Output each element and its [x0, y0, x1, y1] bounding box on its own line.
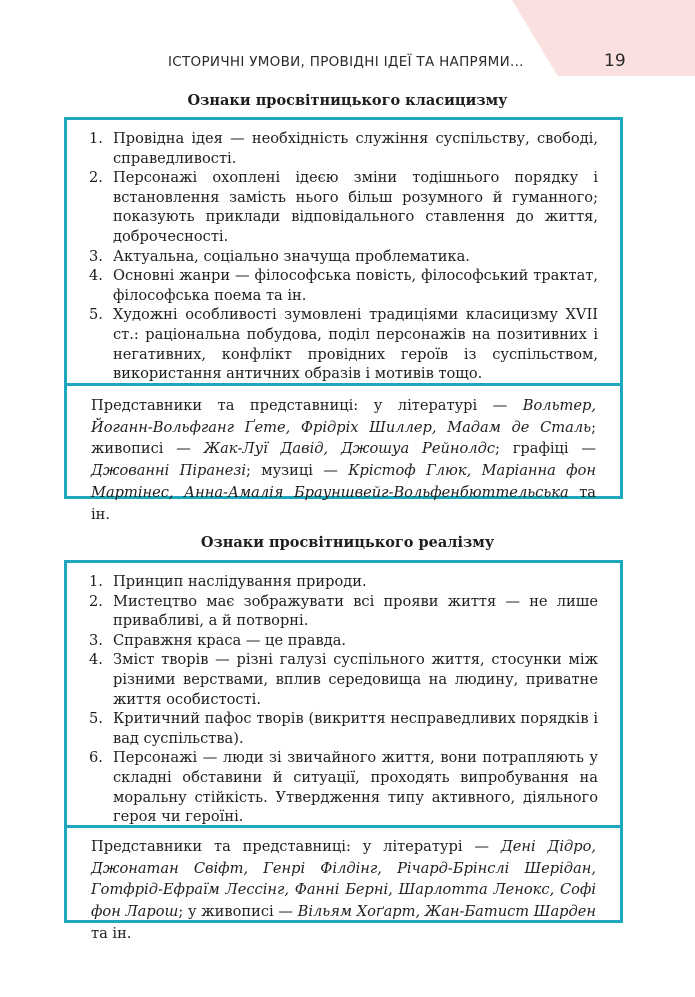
- page-number: 19: [604, 51, 626, 71]
- realism-features-box: [64, 560, 623, 828]
- classicism-title: Ознаки просвітницького класицизму: [187, 92, 508, 109]
- realism-representatives-box: [64, 825, 623, 942]
- realism-title: Ознаки просвітницького реалізму: [200, 534, 495, 551]
- list-item: 5. Художні особливості зумовлені традиціями класицизму XVII ст.: раціональна побудова, поділ персонажів на позитивних і негативних, конфлікт провідних героїв із суспільством, використання античних образів і мотивів тощо.: [89, 306, 598, 383]
- list-item: 2. Персонажі охоплені ідеєю зміни тодішнього порядку і встановлення замість нього більш розумного й гуманного; показують приклади відповідального ставлення до життя, доброчесності.: [89, 169, 598, 245]
- classicism-features-list: [89, 129, 598, 384]
- list-item: 5. Критичний пафос творів (викриття несправедливих порядків і вад суспільства).: [89, 710, 598, 747]
- list-item: 6. Персонажі — люди зі звичайного життя, вони потрапляють у складні обставини й ситуації, проходять випробування на моральну стійкість. Утвердження типу активного, діяльного героя чи героїні.: [89, 749, 598, 826]
- list-item: 3. Актуальна, соціально значуща проблематика.: [89, 247, 470, 265]
- running-title: ІСТОРИЧНІ УМОВИ, ПРОВІДНІ ІДЕЇ ТА НАПРЯМИ...: [168, 54, 524, 70]
- classicism-representatives: Представники та представниці: у літературі — Вольтер, Йоганн-Вольфганг Ґете, Фрідріх Шиллер, Мадам де Сталь; живописі — Жак-Луї Давід, Джошуа Рейнолдс; графіці — Джованні Піранезі; музиці — Крістоф Глюк, Маріанна фон Мартінес, Анна-Амалія Брауншвейг-Вольфенбюттельська та ін.: [91, 397, 597, 523]
- realism-features-list: [89, 572, 598, 827]
- list-item: 2. Мистецтво має зображувати всі прояви життя — не лише привабливі, а й потворні.: [89, 592, 598, 630]
- classicism-features-box: [64, 117, 623, 386]
- classicism-representatives-box: [64, 383, 623, 523]
- list-item: 4. Зміст творів — різні галузі суспільного життя, стосунки між різними верствами, вплив середовища на людину, приватне життя особистості.: [89, 651, 598, 708]
- list-item: 4. Основні жанри — філософська повість, філософський трактат, філософська поема та ін.: [89, 267, 598, 304]
- list-item: 3. Справжня краса — це правда.: [89, 631, 347, 649]
- list-item: 1. Провідна ідея — необхідність служіння суспільству, свободі, справедливості.: [89, 130, 598, 167]
- list-item: 1. Принцип наслідування природи.: [89, 573, 367, 590]
- realism-representatives: Представники та представниці: у літературі — Дені Дідро, Джонатан Свіфт, Генрі Філдінг, Річард-Брінслі Шерідан, Готфрід-Ефраїм Лессінг, Фанні Берні, Шарлотта Ленокс, Софі фон Ларош; у живописі — Вільям Хоґарт, Жан-Батист Шарден та ін.: [91, 838, 597, 942]
